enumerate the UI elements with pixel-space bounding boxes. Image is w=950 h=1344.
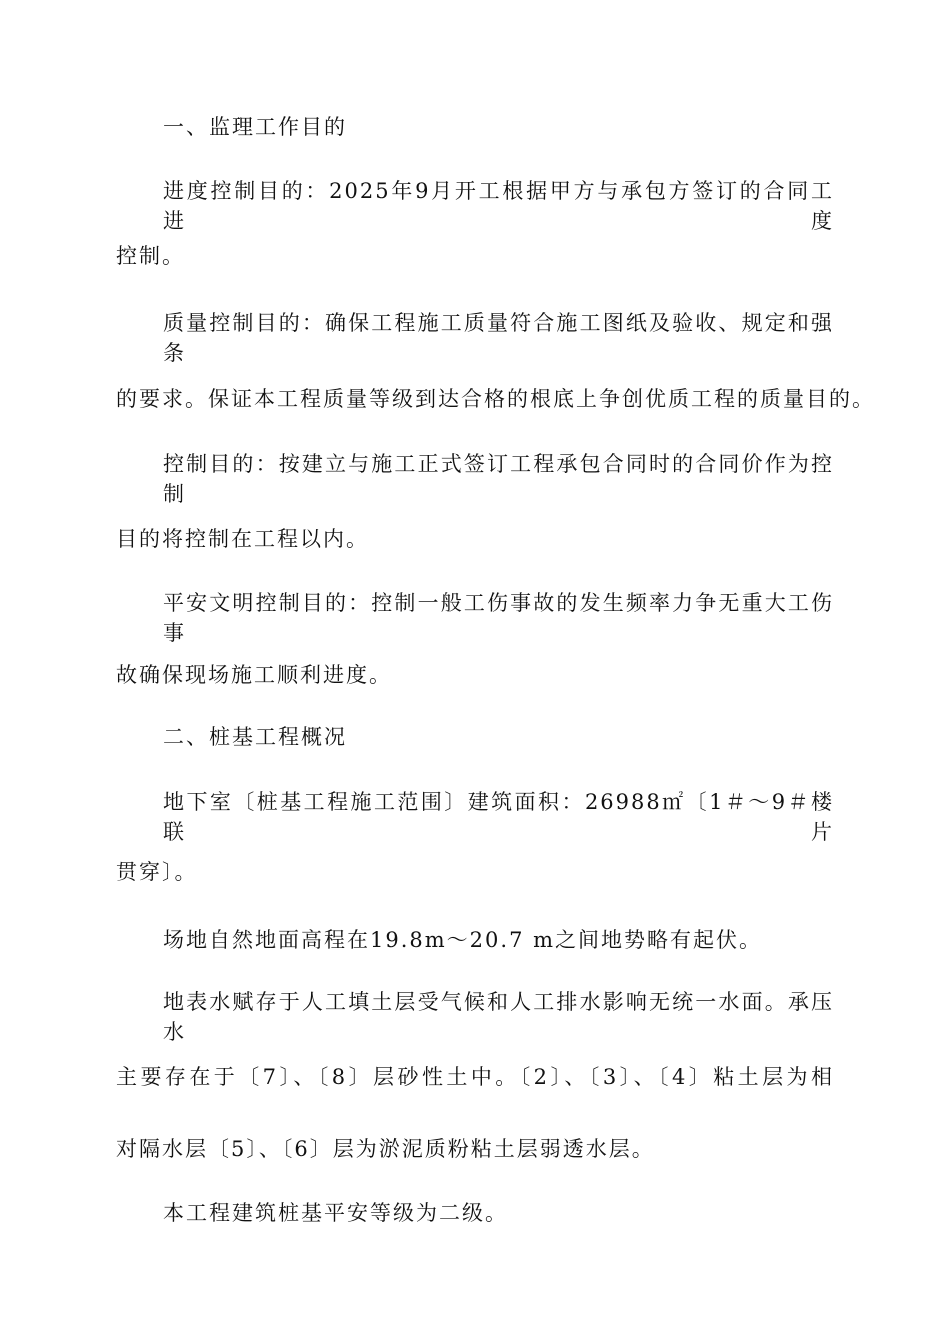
section-heading-pile-foundation: 二、桩基工程概况 [163,725,347,749]
paragraph-line-schedule-control-end: 控制。 [116,244,185,268]
paragraph-line-quality-control: 质量控制目的：确保工程施工质量符合施工图纸及验收、规定和强条 [163,311,834,365]
paragraph-line-groundwater-cont: 主要存在于〔7〕、〔8〕层砂性土中。〔2〕、〔3〕、〔4〕粘土层为相 [116,1065,834,1089]
paragraph-line-safety-control: 平安文明控制目的：控制一般工伤事故的发生频率力争无重大工伤事 [163,591,834,645]
paragraph-line-safety-grade: 本工程建筑桩基平安等级为二级。 [163,1201,508,1225]
paragraph-line-basement-area: 地下室〔桩基工程施工范围〕建筑面积：26988㎡〔1＃～9＃楼联片 [163,790,834,844]
paragraph-line-quality-control-end: 的要求。保证本工程质量等级到达合格的根底上争创优质工程的质量目的。 [116,387,875,411]
section-heading-supervision-goals: 一、监理工作目的 [163,115,347,139]
paragraph-line-safety-control-end: 故确保现场施工顺利进度。 [116,663,392,687]
paragraph-line-groundwater-end: 对隔水层〔5〕、〔6〕层为淤泥质粉粘土层弱透水层。 [116,1137,655,1161]
paragraph-line-site-elevation: 场地自然地面高程在19.8m～20.7 m之间地势略有起伏。 [163,928,763,952]
paragraph-line-basement-area-end: 贯穿〕。 [116,860,198,884]
paragraph-line-groundwater: 地表水赋存于人工填土层受气候和人工排水影响无统一水面。承压水 [163,990,834,1044]
paragraph-line-cost-control-end: 目的将控制在工程以内。 [116,527,369,551]
paragraph-line-cost-control: 控制目的：按建立与施工正式签订工程承包合同时的合同价作为控制 [163,452,834,506]
paragraph-line-schedule-control: 进度控制目的：2025年9月开工根据甲方与承包方签订的合同工进度 [163,179,834,233]
